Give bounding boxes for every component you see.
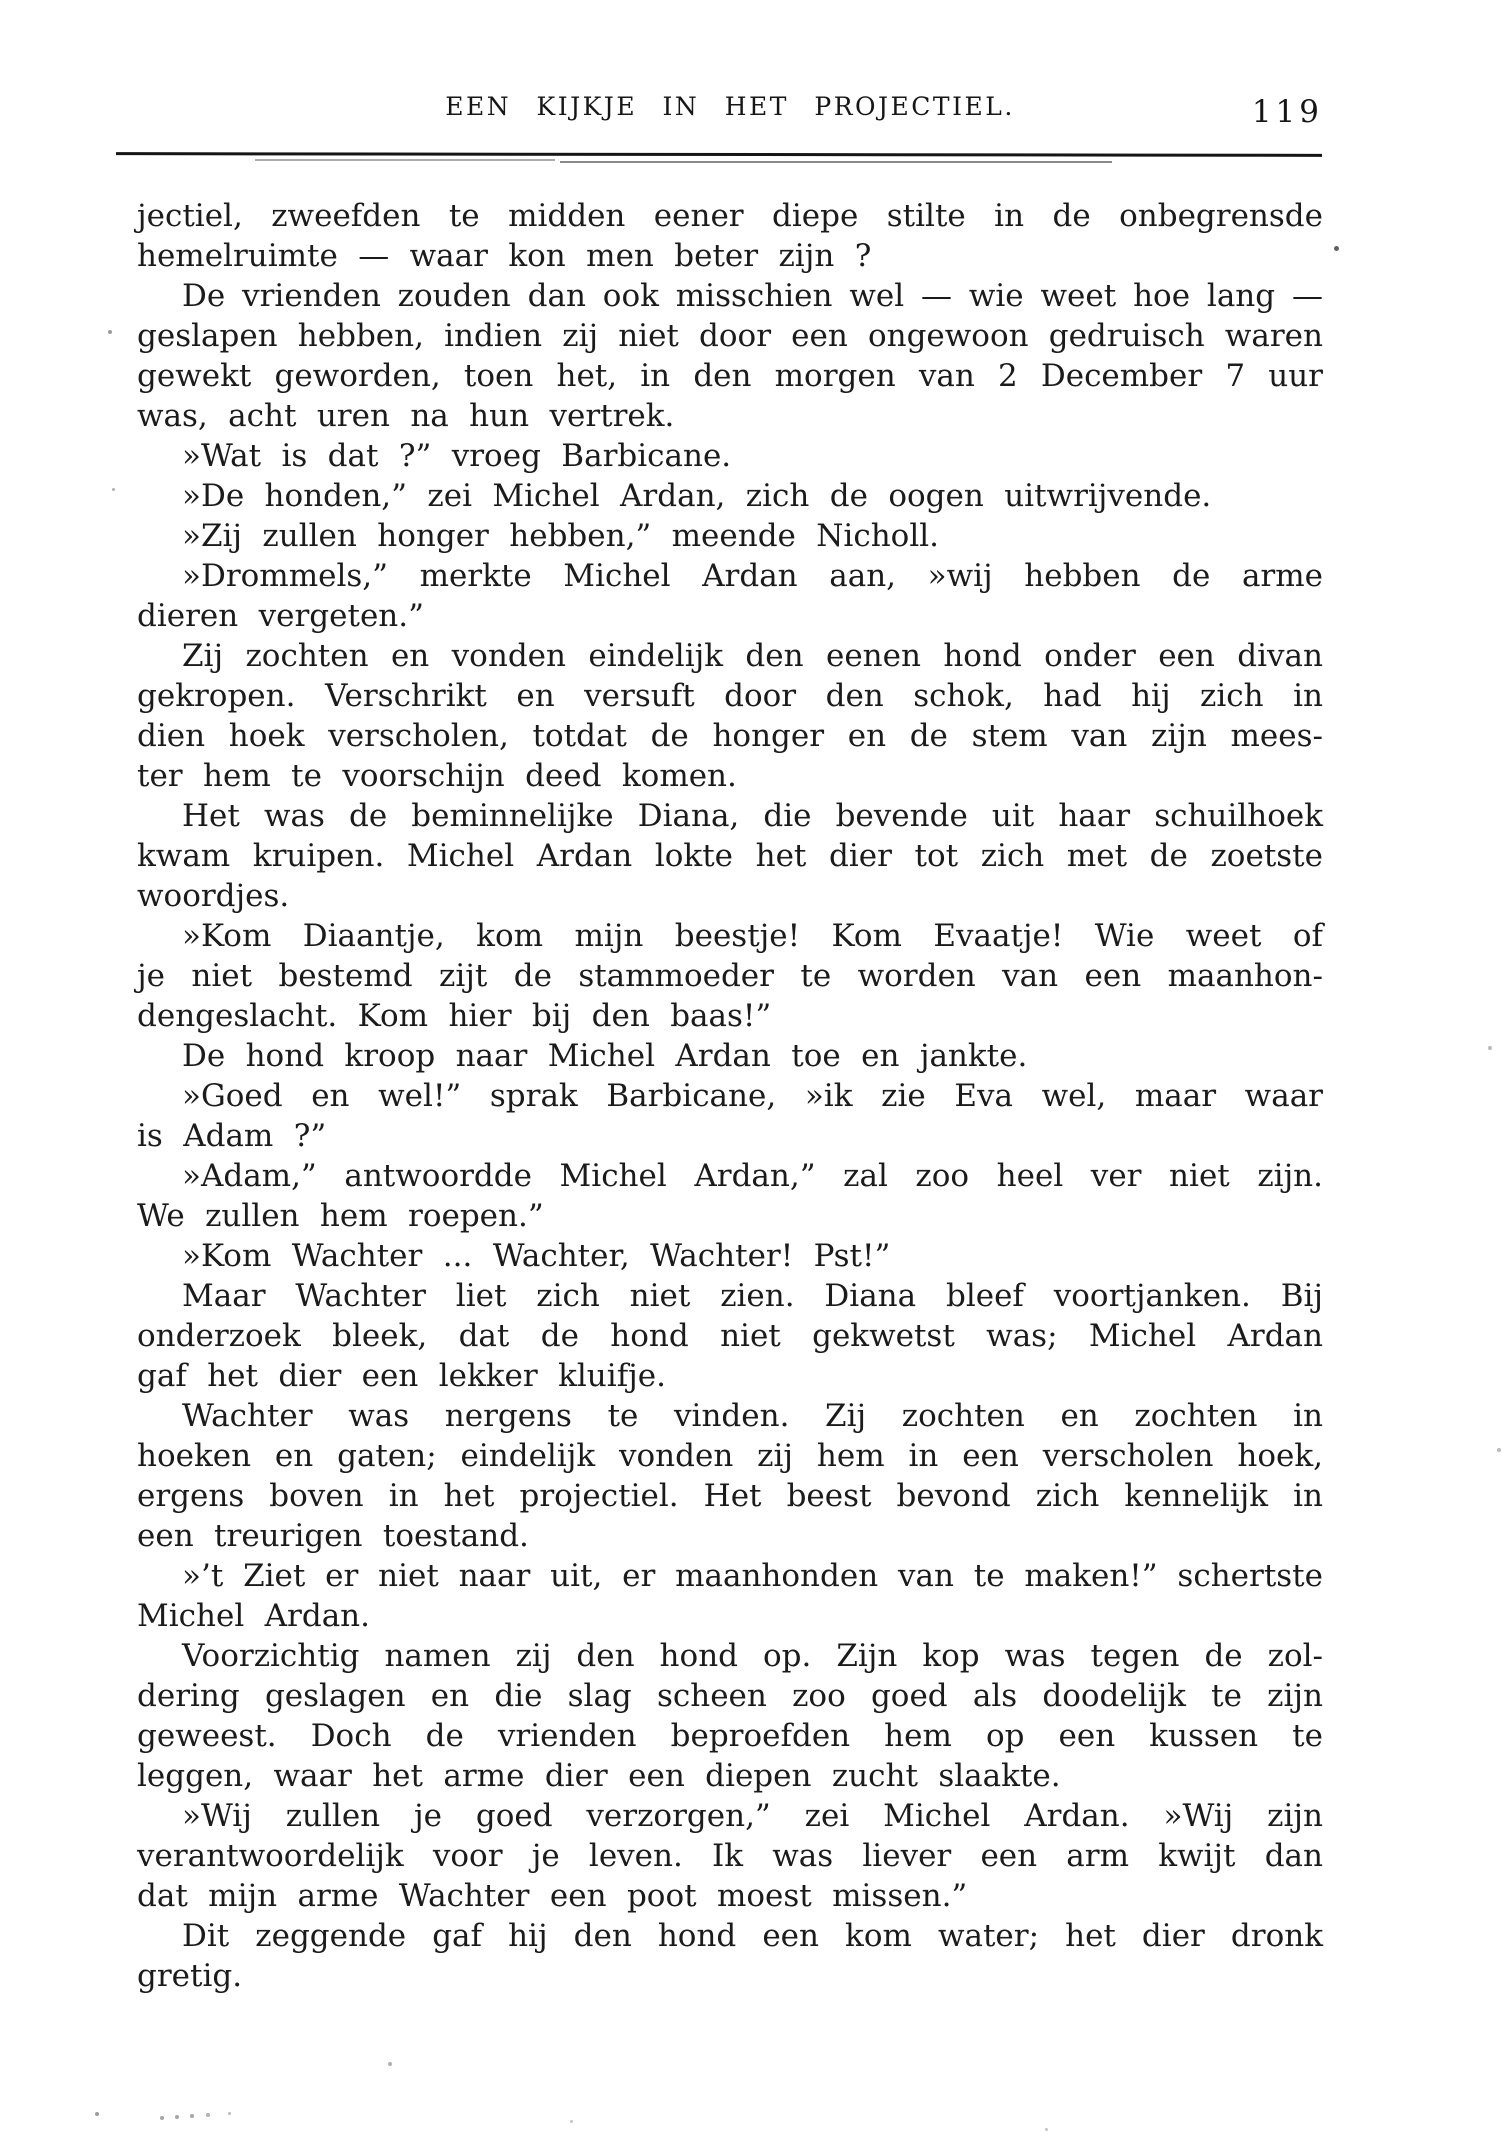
text-line: »Wat is dat ?” vroeg Barbicane. (182, 438, 732, 474)
scan-speck (160, 2116, 164, 2120)
scan-speck (228, 2112, 231, 2115)
text-line: We zullen hem roepen.” (137, 1198, 544, 1234)
text-line: »Goed en wel!” sprak Barbicane, »ik zie Eva wel, maar waar (182, 1078, 1323, 1114)
text-line: ter hem te voorschijn deed komen. (137, 758, 737, 794)
scan-speck (190, 2114, 194, 2118)
header-rule-echo (255, 159, 555, 161)
text-line: De vrienden zouden dan ook misschien wel — wie weet hoe lang — (182, 278, 1323, 314)
scan-speck (112, 488, 115, 491)
text-line: Maar Wachter liet zich niet zien. Diana bleef voortjanken. Bij (182, 1278, 1323, 1314)
scan-speck (206, 2113, 210, 2117)
text-line: gekropen. Verschrikt en versuft door den schok, had hij zich in (137, 678, 1323, 714)
text-line: Zij zochten en vonden eindelijk den eenen hond onder een divan (182, 638, 1323, 674)
text-block (137, 196, 1323, 1996)
text-line: jectiel, zweefden te midden eener diepe stilte in de onbegrensde (137, 198, 1323, 234)
text-line: hemelruimte — waar kon men beter zijn ? (137, 238, 872, 274)
scan-speck (570, 2120, 573, 2123)
text-line: verantwoordelijk voor je leven. Ik was liever een arm kwijt dan (137, 1838, 1323, 1874)
text-line: ergens boven in het projectiel. Het beest bevond zich kennelijk in (137, 1478, 1323, 1514)
text-line: woordjes. (137, 878, 290, 914)
page-number: 119 (1251, 94, 1323, 130)
text-line: dien hoek verscholen, totdat de honger en de stem van zijn mees- (137, 718, 1323, 754)
text-line: was, acht uren na hun vertrek. (137, 398, 675, 434)
running-head-title: EEN KIJKJE IN HET PROJECTIEL. (445, 92, 1015, 121)
text-line: »Zij zullen honger hebben,” meende Nicholl. (182, 518, 940, 554)
text-line: onderzoek bleek, dat de hond niet gekwetst was; Michel Ardan (137, 1318, 1323, 1354)
header-rule (116, 152, 1322, 157)
text-line: gewekt geworden, toen het, in den morgen van 2 December 7 uur (137, 358, 1323, 394)
text-line: De hond kroop naar Michel Ardan toe en jankte. (182, 1038, 1028, 1074)
scan-speck (388, 2062, 392, 2066)
text-line: »Kom Wachter ... Wachter, Wachter! Pst!” (182, 1238, 891, 1274)
text-line: »’t Ziet er niet naar uit, er maanhonden van te maken!” schertste (182, 1558, 1323, 1594)
text-line: geweest. Doch de vrienden beproefden hem op een kussen te (137, 1718, 1323, 1754)
text-line: Het was de beminnelijke Diana, die bevende uit haar schuilhoek (182, 798, 1323, 834)
scan-speck (95, 2112, 99, 2116)
text-line: hoeken en gaten; eindelijk vonden zij hem in een verscholen hoek, (137, 1438, 1323, 1474)
text-line: je niet bestemd zijt de stammoeder te worden van een maanhon- (137, 958, 1323, 994)
scan-speck (175, 2115, 179, 2119)
text-line: gretig. (137, 1958, 243, 1994)
text-line: »Kom Diaantje, kom mijn beestje! Kom Evaatje! Wie weet of (182, 918, 1323, 954)
scan-speck (1497, 1448, 1501, 1452)
text-line: dieren vergeten.” (137, 598, 424, 634)
text-line: Wachter was nergens te vinden. Zij zochten en zochten in (182, 1398, 1323, 1434)
scan-speck (1334, 246, 1339, 251)
scan-speck (1045, 2128, 1048, 2131)
text-line: Voorzichtig namen zij den hond op. Zijn kop was tegen de zol- (182, 1638, 1323, 1674)
text-line: dering geslagen en die slag scheen zoo goed als doodelijk te zijn (137, 1678, 1323, 1714)
text-line: kwam kruipen. Michel Ardan lokte het dier tot zich met de zoetste (137, 838, 1323, 874)
text-line: Dit zeggende gaf hij den hond een kom water; het dier dronk (182, 1918, 1323, 1954)
header-rule-echo (560, 161, 1112, 163)
text-line: dengeslacht. Kom hier bij den baas!” (137, 998, 772, 1034)
scan-speck (1488, 1046, 1492, 1050)
text-line: geslapen hebben, indien zij niet door een ongewoon gedruisch waren (137, 318, 1323, 354)
text-line: dat mijn arme Wachter een poot moest missen.” (137, 1878, 968, 1914)
scan-speck (108, 330, 112, 334)
text-line: is Adam ?” (137, 1118, 327, 1154)
text-line: leggen, waar het arme dier een diepen zucht slaakte. (137, 1758, 1061, 1794)
text-line: Michel Ardan. (137, 1598, 370, 1634)
text-line: »Drommels,” merkte Michel Ardan aan, »wij hebben de arme (182, 558, 1323, 594)
text-line: een treurigen toestand. (137, 1518, 529, 1554)
text-line: gaf het dier een lekker kluifje. (137, 1358, 666, 1394)
text-line: »Adam,” antwoordde Michel Ardan,” zal zoo heel ver niet zijn. (182, 1158, 1323, 1194)
text-line: »Wij zullen je goed verzorgen,” zei Michel Ardan. »Wij zijn (182, 1798, 1323, 1834)
text-line: »De honden,” zei Michel Ardan, zich de oogen uitwrijvende. (182, 478, 1212, 514)
